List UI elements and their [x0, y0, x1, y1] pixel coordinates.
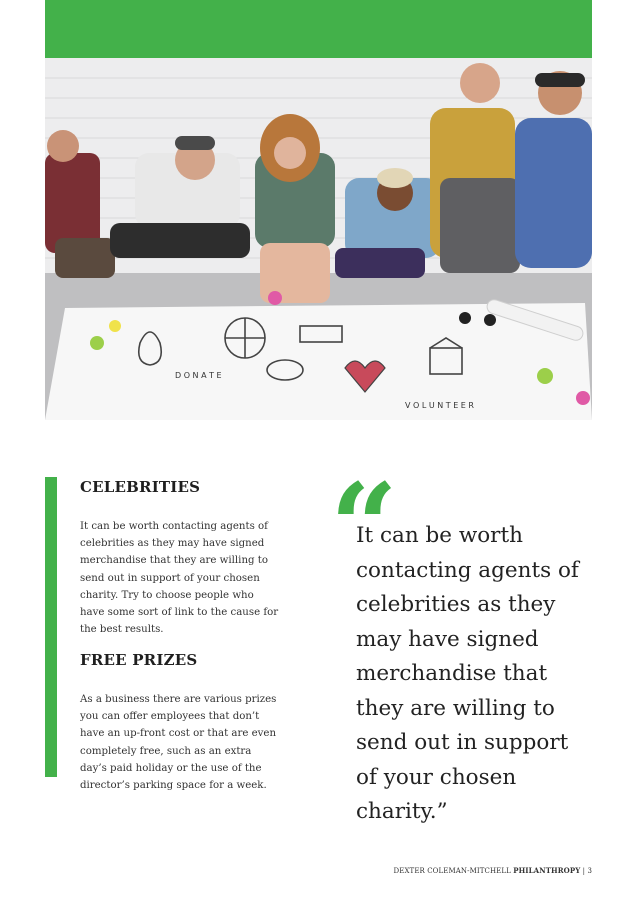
- heading-celebrities: CELEBRITIES: [80, 478, 201, 496]
- section-accent-bar: [45, 477, 57, 777]
- footer-topic: PHILANTHROPY: [513, 866, 581, 875]
- pull-quote: It can be worth contacting agents of celebrities as they may have signed merchandise that they are willing to send out in support of your chosen charity.”: [356, 523, 579, 824]
- hero-photo: [45, 58, 592, 420]
- page-footer: [394, 866, 592, 875]
- photo-text-volunteer: V O L U N T E E R: [405, 401, 474, 410]
- paragraph-free-prizes: As a business there are various prizes you can offer employees that don’t have an up-front cost or that are even completely free, such as an extra day’s paid holiday or the use of the director’s parking space for a week.: [80, 694, 277, 792]
- photo-text-donate: D O N A T E: [175, 371, 222, 380]
- header-accent-band: [45, 0, 592, 58]
- paragraph-celebrities: It can be worth contacting agents of celebrities as they may have signed merchandise that they are willing to send out in support of your chosen charity. Try to choose people who have some sort of link to the cause for the best results.: [80, 521, 279, 636]
- hero-photo-illustration: [45, 58, 592, 420]
- heading-free-prizes: FREE PRIZES: [80, 651, 198, 669]
- footer-separator: |: [582, 867, 586, 875]
- page-number: 3: [587, 867, 592, 875]
- footer-author: DEXTER COLEMAN-MITCHELL: [393, 867, 511, 875]
- quote-mark-icon: “: [330, 457, 398, 596]
